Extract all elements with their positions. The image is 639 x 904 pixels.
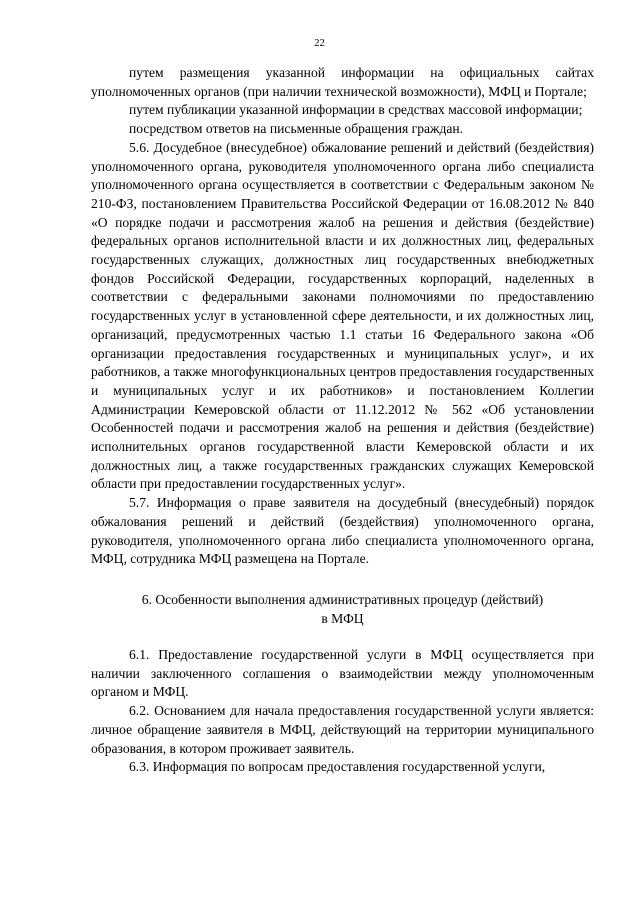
paragraph: 6.1. Предоставление государственной услуги в МФЦ осуществляется при наличии заключенного соглашения о взаимодействии между уполномоченным органом и МФЦ. [91,646,594,700]
paragraph: 5.6. Досудебное (внесудебное) обжалование решений и действий (бездействия) уполномоченного органа, руководителя уполномоченного органа либо специалиста уполномоченного органа осуществляется в соответствии с Федеральным законом № 210-ФЗ, постановлением Правительства Российской Федерации от 16.08.2012 № 840 «О порядке подачи и рассмотрения жалоб на решения и действия (бездействие) федеральных органов исполнительной власти и их должностных лиц, федеральных государственных служащих, должностных лиц государственных внебюджетных фондов Российской Федерации, государственных корпораций, наделенных в соответствии с федеральными законами полномочиями по предоставлению государственных услуг в установленной сфере деятельности, и их должностных лиц, организаций, предусмотренных частью 1.1 статьи 16 Федерального закона «Об организации предоставления государственных и муниципальных услуг», и их работников, а также многофункциональных центров предоставления государственных и муниципальных услуг и их работников» и постановлением Коллегии Администрации Кемеровской области от 11.12.2012 № 562 «Об установлении Особенностей подачи и рассмотрения жалоб на решения и действия (бездействие) исполнительных органов государственной власти Кемеровской области и их должностных лиц, а также государственных гражданских служащих Кемеровской области при предоставлении государственных услуг». [91,139,594,492]
paragraph: 5.7. Информация о праве заявителя на досудебный (внесудебный) порядок обжалования решений и действий (бездействия) уполномоченного органа, руководителя, уполномоченного органа либо специалиста уполномоченного органа, МФЦ, сотрудника МФЦ размещена на Портале. [91,495,594,567]
section-heading [91,590,594,628]
paragraph: 6.2. Основанием для начала предоставления государственной услуги является: личное обращение заявителя в МФЦ, действующий на территории муниципального образования, в котором проживает заявитель. [91,703,594,756]
page-number: 22 [314,38,325,49]
paragraph: посредством ответов на письменные обращения граждан. [129,121,464,137]
document-body [91,64,594,777]
section-heading-line: в МФЦ [321,610,364,626]
paragraph: 6.3. Информация по вопросам предоставления государственной услуги, [129,759,546,775]
paragraph: путем публикации указанной информации в средствах массовой информации; [129,102,583,118]
paragraph: путем размещения указанной информации на официальных сайтах уполномоченных органов (при наличии технической возможности), МФЦ и Портале; [91,65,594,99]
section-heading-line: 6. Особенности выполнения административных процедур (действий) [141,591,544,607]
